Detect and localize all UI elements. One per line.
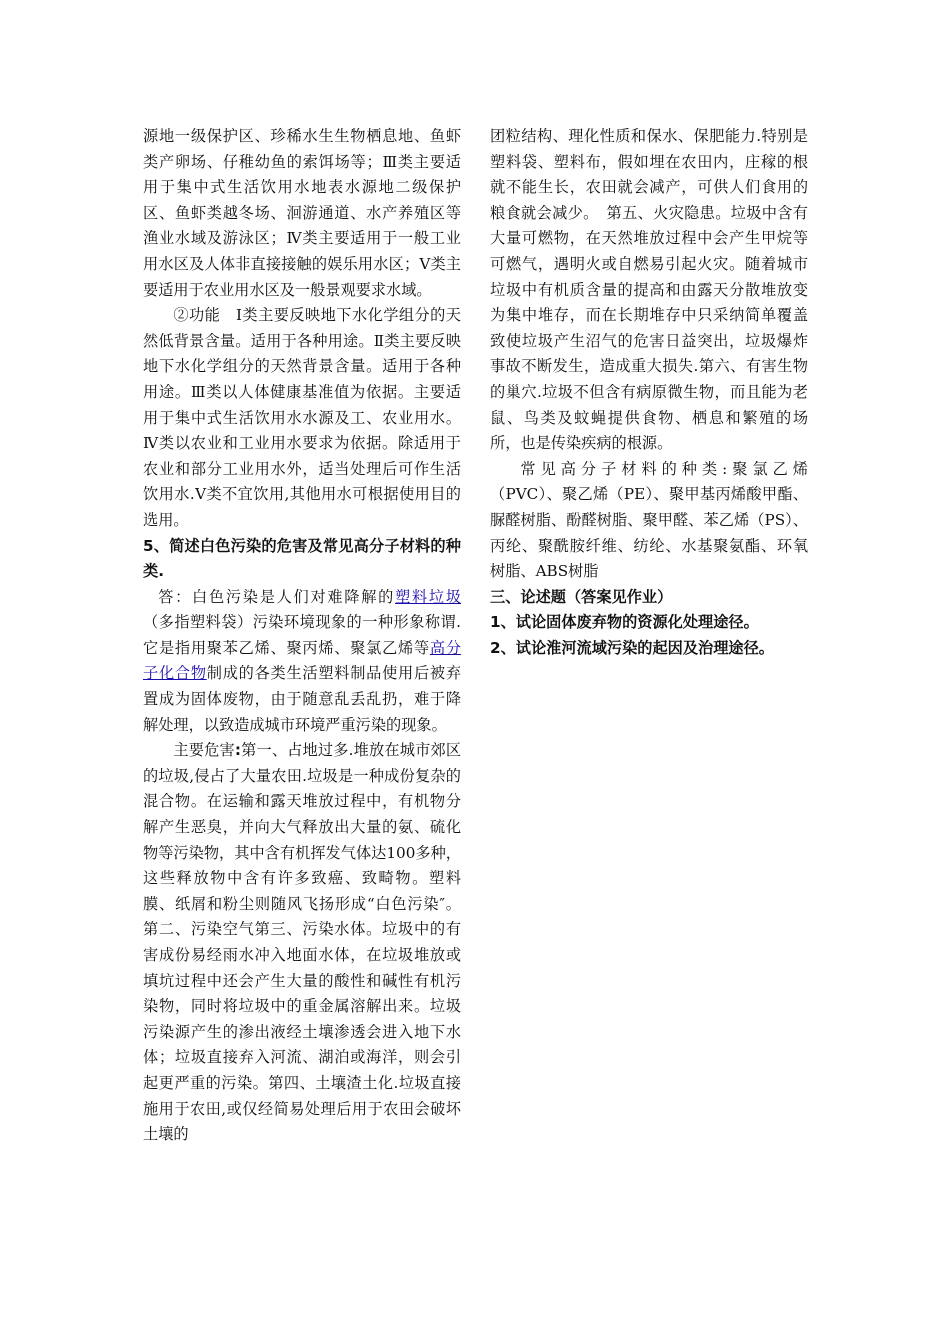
polymer-compound-link[interactable]: 高分子化合物 <box>143 638 461 683</box>
left-column <box>143 124 461 1148</box>
harm-continued-paragraph: 团粒结构、理化性质和保水、保肥能力.特别是塑料袋、塑料布，假如埋在农田内，庄稼的根就不能生长，农田就会减产，可供人们食用的粮食就会减少。 第五、火灾隐患。垃圾中含有大量可燃物，在天然堆放过程中会产生甲烷等可燃气，遇明火或自燃易引起火灾。随着城市垃圾中有机质含量的提高和由露天分散堆放变为集中堆存，而在长期堆存中只采纳简单覆盖致使垃圾产生沼气的危害日益突出，垃圾爆炸事故不断发生，造成重大损失.第六、有害生物的巢穴.垃圾不但含有病原微生物，而且能为老鼠、鸟类及蚊蝇提供食物、栖息和繁殖的场所，也是传染疾病的根源。 <box>490 127 808 453</box>
essay-question-2: 2、试论淮河流域污染的起因及治理途径。 <box>490 638 774 657</box>
answer-text-a: 答：白色污染是人们对难降解的 <box>158 587 396 606</box>
water-class-paragraph: 源地一级保护区、珍稀水生生物栖息地、鱼虾类产卵场、仔稚幼鱼的索饵场等；Ⅲ类主要适用于集中式生活饮用水地表水源地二级保护区、鱼虾类越冬场、洄游通道、水产养殖区等渔业水域及游泳区；Ⅳ类主要适用于一般工业用水区及人体非直接接触的娱乐用水区；Ⅴ类主要适用于农业用水区及一般景观要求水域。 <box>143 127 461 299</box>
harm-paragraph <box>143 738 461 1148</box>
answer-paragraph <box>143 585 461 739</box>
plastic-waste-link[interactable]: 塑料垃圾 <box>395 587 462 606</box>
answer-text-c: 制成的各类生活塑料制品使用后被弃置成为固体废物，由于随意乱丢乱扔，难于降解处理，以致造成城市环境严重污染的现象。 <box>143 664 461 734</box>
harm-lead: 主要危害 <box>173 741 235 760</box>
essay-question-1: 1、试论固体废弃物的资源化处理途径。 <box>490 613 759 632</box>
polymer-types-paragraph: 常见高分子材料的种类:聚氯乙烯（PVC）、聚乙烯（PE）、聚甲基丙烯酸甲酯、脲醛树脂、酚醛树脂、聚甲醛、苯乙烯（PS）、丙纶、聚酰胺纤维、纺纶、水基聚氨酯、环氧树脂、ABS树脂 <box>490 459 808 581</box>
harm-colon: : <box>234 741 241 760</box>
right-column <box>490 124 808 661</box>
question-5-heading: 5、简述白色污染的危害及常见高分子材料的种类. <box>143 536 461 581</box>
section-3-heading: 三、论述题（答案见作业） <box>490 587 673 606</box>
harm-body: 第一、占地过多.堆放在城市郊区的垃圾,侵占了大量农田.垃圾是一种成份复杂的混合物。在运输和露天堆放过程中，有机物分解产生恶臭，并向大气释放出大量的氨、硫化物等污染物，其中含有机挥发气体达100多种，这些释放物中含有许多致癌、致畸物。塑料膜、纸屑和粉尘则随风飞扬形成“白色污染″。 第二、污染空气第三、污染水体。垃圾中的有害成份易经雨水冲入地面水体，在垃圾堆放或填坑过程中还会产生大量的酸性和碱性有机污染物，同时将垃圾中的重金属溶解出来。垃圾污染源产生的渗出液经土壤渗透会进入地下水体；垃圾直接弃入河流、湖泊或海洋，则会引起更严重的污染。第四、土壤渣土化.垃圾直接施用于农田,或仅经简易处理后用于农田会破坏土壤的 <box>143 741 462 1144</box>
answer-text-b: （多指塑料袋）污染环境现象的一种形象称谓.它是指用聚苯乙烯、聚丙烯、聚氯乙烯等 <box>143 613 461 657</box>
groundwater-function-paragraph: ②功能 Ⅰ类主要反映地下水化学组分的天然低背景含量。适用于各种用途。Ⅱ类主要反映地下水化学组分的天然背景含量。适用于各种用途。Ⅲ类以人体健康基准值为依据。主要适用于集中式生活饮用水水源及工、农业用水。Ⅳ类以农业和工业用水要求为依据。除适用于农业和部分工业用水外，适当处理后可作生活饮用水.Ⅴ类不宜饮用,其他用水可根据使用目的选用。 <box>143 306 461 529</box>
